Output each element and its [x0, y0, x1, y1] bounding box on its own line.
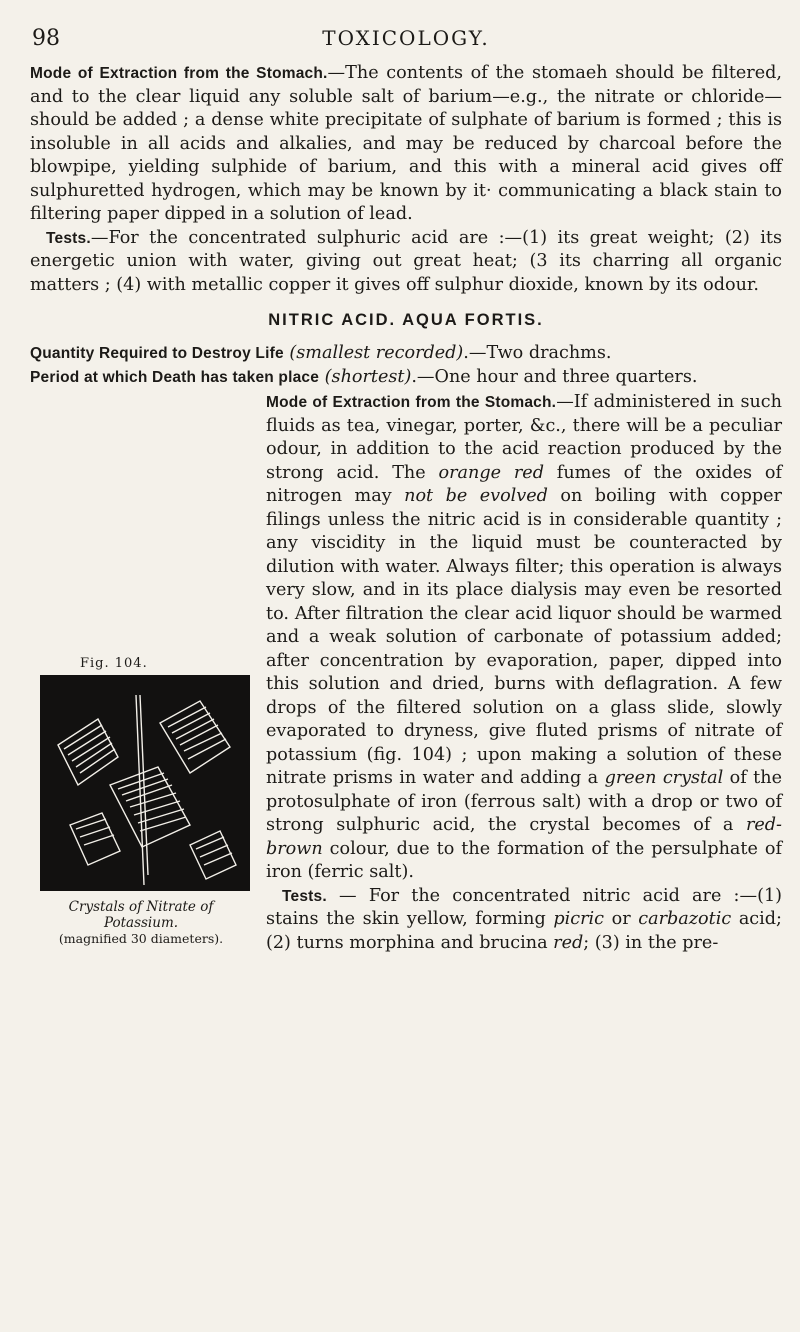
paragraph-lead: Period at which Death has taken place [30, 368, 320, 386]
paragraph-text: fumes of the oxides of nitrogen may [266, 462, 783, 506]
paragraph-lead: Mode of Extraction from the Stomach. [30, 65, 328, 82]
page-number: 98 [32, 26, 60, 51]
paragraph-text: on boiling with copper filings unless the nitric acid is in considerable quantity ; any viscidity in the liquid must be counteracted by dilution with water. Always filter; this operation is always very slow, and in its place dialysis may even be resorted to. After filtration the clear acid liquor should be warmed and a weak solution of carbonate of potassium added; after concentration by evaporation, paper, dipped into this solution and dried, burns with deflagration. A few drops of the filtered solution on a glass slide, slowly evaporated to dryness, give fluted prisms of nitrate of potassium (fig. 104) ; upon making a solution of these nitrate prisms in water and adding a [266, 486, 782, 788]
crystal-figure-illustration [40, 675, 250, 891]
paragraph-italic: carbazotic [638, 909, 732, 929]
paragraph-qualifier: (smallest recorded) [289, 343, 464, 363]
paragraph-text: — For the concentrated nitric acid are :—(1) stains the skin yellow, forming [266, 885, 782, 929]
paragraph-text: colour, due to the formation of the persulphate of iron (ferric salt). [266, 838, 782, 882]
figure-subcaption: (magnified 30 diameters). [58, 931, 224, 946]
book-page [30, 22, 782, 955]
figure-104 [30, 653, 252, 946]
paragraph-italic: red [553, 932, 584, 953]
figure-label: Fig. 104. [80, 656, 148, 671]
paragraph-text: —If administered in such fluids as tea, vinegar, porter, &c., there will be a peculiar odour, in addition to the acid reaction produced by the strong acid. The [266, 392, 782, 483]
paragraph-text: .—One hour and three quarters. [411, 366, 698, 387]
paragraph-lead: Mode of Extraction from the Stomach. [266, 394, 557, 411]
paragraph-qualifier: (shortest) [324, 366, 412, 387]
paragraph-period [30, 366, 782, 390]
page-header [30, 22, 782, 62]
paragraph-lead: Tests. [46, 229, 91, 247]
section-title: NITRIC ACID. AQUA FORTIS. [268, 311, 544, 329]
paragraph-text: —The contents of the stomaeh should be filtered, and to the clear liquid any soluble salt of barium—e.g., the nitrate or chloride—should be added ; a dense white precipitate of sulphate of barium is formed ; this is insoluble in all acids and alkalies, and may be reduced by charcoal before the blowpipe, yielding sulphide of barium, and this with a mineral acid gives off sulphuretted hydrogen, which may be known by it· communicating a black stain to filtering paper dipped in a solution of lead. [30, 63, 782, 224]
paragraph-tests-sulphuric [30, 227, 782, 298]
paragraph-extraction-sulphuric [30, 62, 782, 227]
paragraph-lead: Tests. [282, 887, 327, 905]
paragraph-text: of the protosulphate of iron (ferrous salt) with a drop or two of strong sulphuric acid, the crystal becomes of a [266, 768, 782, 835]
paragraph-italic: orange red [438, 462, 544, 483]
running-title: TOXICOLOGY. [322, 26, 490, 50]
paragraph-text: or [604, 909, 639, 929]
paragraph-text: .—Two drachms. [463, 343, 612, 363]
paragraph-italic: red-brown [266, 815, 782, 859]
paragraph-italic: not be evolved [404, 486, 548, 506]
paragraph-text: acid; (2) turns morphina and brucina [266, 909, 782, 953]
paragraph-text: ; (3) in the pre- [583, 932, 719, 953]
paragraph-lead: Quantity Required to Destroy Life [30, 345, 284, 362]
paragraph-italic: green crystal [604, 768, 724, 788]
figure-caption: Crystals of Nitrate of Potassium. [68, 899, 214, 931]
paragraph-quantity [30, 342, 782, 366]
paragraph-text: —For the concentrated sulphuric acid are :—(1) its great weight; (2) its energetic union with water, giving out great heat; (3 its charring all organic matters ; (4) with metallic copper it gives off sulphur dioxide, known by its odour. [30, 227, 782, 295]
paragraph-italic: picric [553, 909, 604, 929]
